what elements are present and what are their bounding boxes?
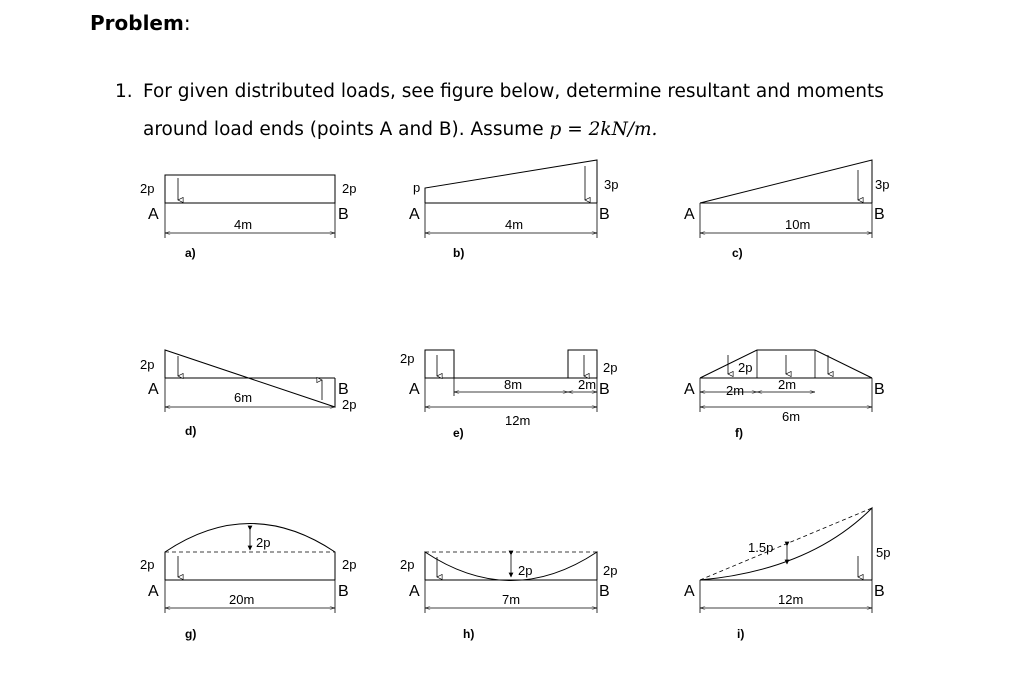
- point-b-label: B: [338, 381, 349, 398]
- point-a-label: A: [409, 206, 420, 223]
- point-a-label: A: [409, 381, 420, 398]
- length-label: 10m: [785, 217, 811, 232]
- length-label: 12m: [778, 592, 804, 607]
- point-b-label: B: [874, 381, 885, 398]
- load-label: 2p: [738, 360, 753, 375]
- right-load-label: 2p: [342, 181, 357, 196]
- figure-e: [400, 350, 617, 440]
- segment-1-label: 2m: [726, 383, 745, 398]
- right-load-label: 2p: [342, 557, 357, 572]
- figure-caption: h): [463, 627, 475, 641]
- right-load-label: 3p: [604, 177, 619, 192]
- figure-caption: c): [732, 246, 743, 260]
- right-load-label: 5p: [876, 545, 891, 560]
- load-trapezoid-b: [425, 160, 597, 203]
- left-load-label: 2p: [400, 351, 415, 366]
- figure-caption: d): [185, 424, 197, 438]
- load-uniform-a: [165, 175, 335, 203]
- load-block-left-e: [425, 350, 454, 378]
- right-load-label: 2p: [603, 563, 618, 578]
- left-load-label: 2p: [140, 181, 155, 196]
- point-b-label: B: [599, 381, 610, 398]
- point-b-label: B: [874, 206, 885, 223]
- point-b-label: B: [338, 583, 349, 600]
- load-block-right-e: [568, 350, 597, 378]
- left-load-label: 2p: [140, 357, 155, 372]
- problem-heading: Problem:: [90, 11, 191, 35]
- point-a-label: A: [148, 381, 159, 398]
- length-label: 7m: [502, 592, 521, 607]
- gap-label: 8m: [504, 377, 523, 392]
- left-load-label: p: [413, 180, 421, 195]
- figure-caption: i): [737, 627, 745, 641]
- length-label: 6m: [234, 390, 253, 405]
- length-label: 6m: [782, 409, 801, 424]
- left-load-label: 2p: [140, 557, 155, 572]
- figure-f: [684, 350, 885, 440]
- point-b-label: B: [874, 583, 885, 600]
- figure-d: [140, 350, 356, 438]
- problem-number: 1.: [115, 81, 133, 102]
- figure-c: [684, 160, 889, 260]
- figure-caption: g): [185, 627, 197, 641]
- mid-load-label: 1.5p: [748, 540, 774, 555]
- length-label: 20m: [229, 592, 255, 607]
- length-label: 4m: [234, 217, 253, 232]
- point-b-label: B: [599, 583, 610, 600]
- right-load-label: 2p: [603, 360, 618, 375]
- p-equation: p = 2kN/m.: [549, 119, 658, 140]
- point-a-label: A: [684, 583, 695, 600]
- figure-b: [409, 160, 618, 260]
- point-a-label: A: [684, 206, 695, 223]
- point-a-label: A: [148, 206, 159, 223]
- figure-caption: f): [735, 426, 743, 440]
- length-label: 12m: [505, 413, 531, 428]
- left-load-label: 2p: [400, 557, 415, 572]
- figure-caption: a): [185, 246, 196, 260]
- right-load-label: 2p: [342, 397, 357, 412]
- rise-label: 2p: [256, 535, 271, 550]
- load-triangle-c: [700, 160, 872, 203]
- point-a-label: A: [409, 583, 420, 600]
- figure-caption: b): [453, 246, 465, 260]
- sag-label: 2p: [518, 563, 533, 578]
- problem-text: For given distributed loads, see figure below, determine resultant and moments around load ends (points A and B). Assume p = 2kN/m.: [143, 81, 884, 140]
- figure-caption: e): [453, 426, 464, 440]
- point-a-label: A: [684, 381, 695, 398]
- segment-label: 2m: [578, 377, 597, 392]
- figure-g: [140, 524, 356, 642]
- point-b-label: B: [599, 206, 610, 223]
- figure-h: [400, 552, 617, 641]
- length-label: 4m: [505, 217, 524, 232]
- segment-2-label: 2m: [778, 377, 797, 392]
- point-b-label: B: [338, 206, 349, 223]
- figure-i: [684, 508, 890, 641]
- right-load-label: 3p: [875, 177, 890, 192]
- figure-a: [140, 175, 356, 260]
- point-a-label: A: [148, 583, 159, 600]
